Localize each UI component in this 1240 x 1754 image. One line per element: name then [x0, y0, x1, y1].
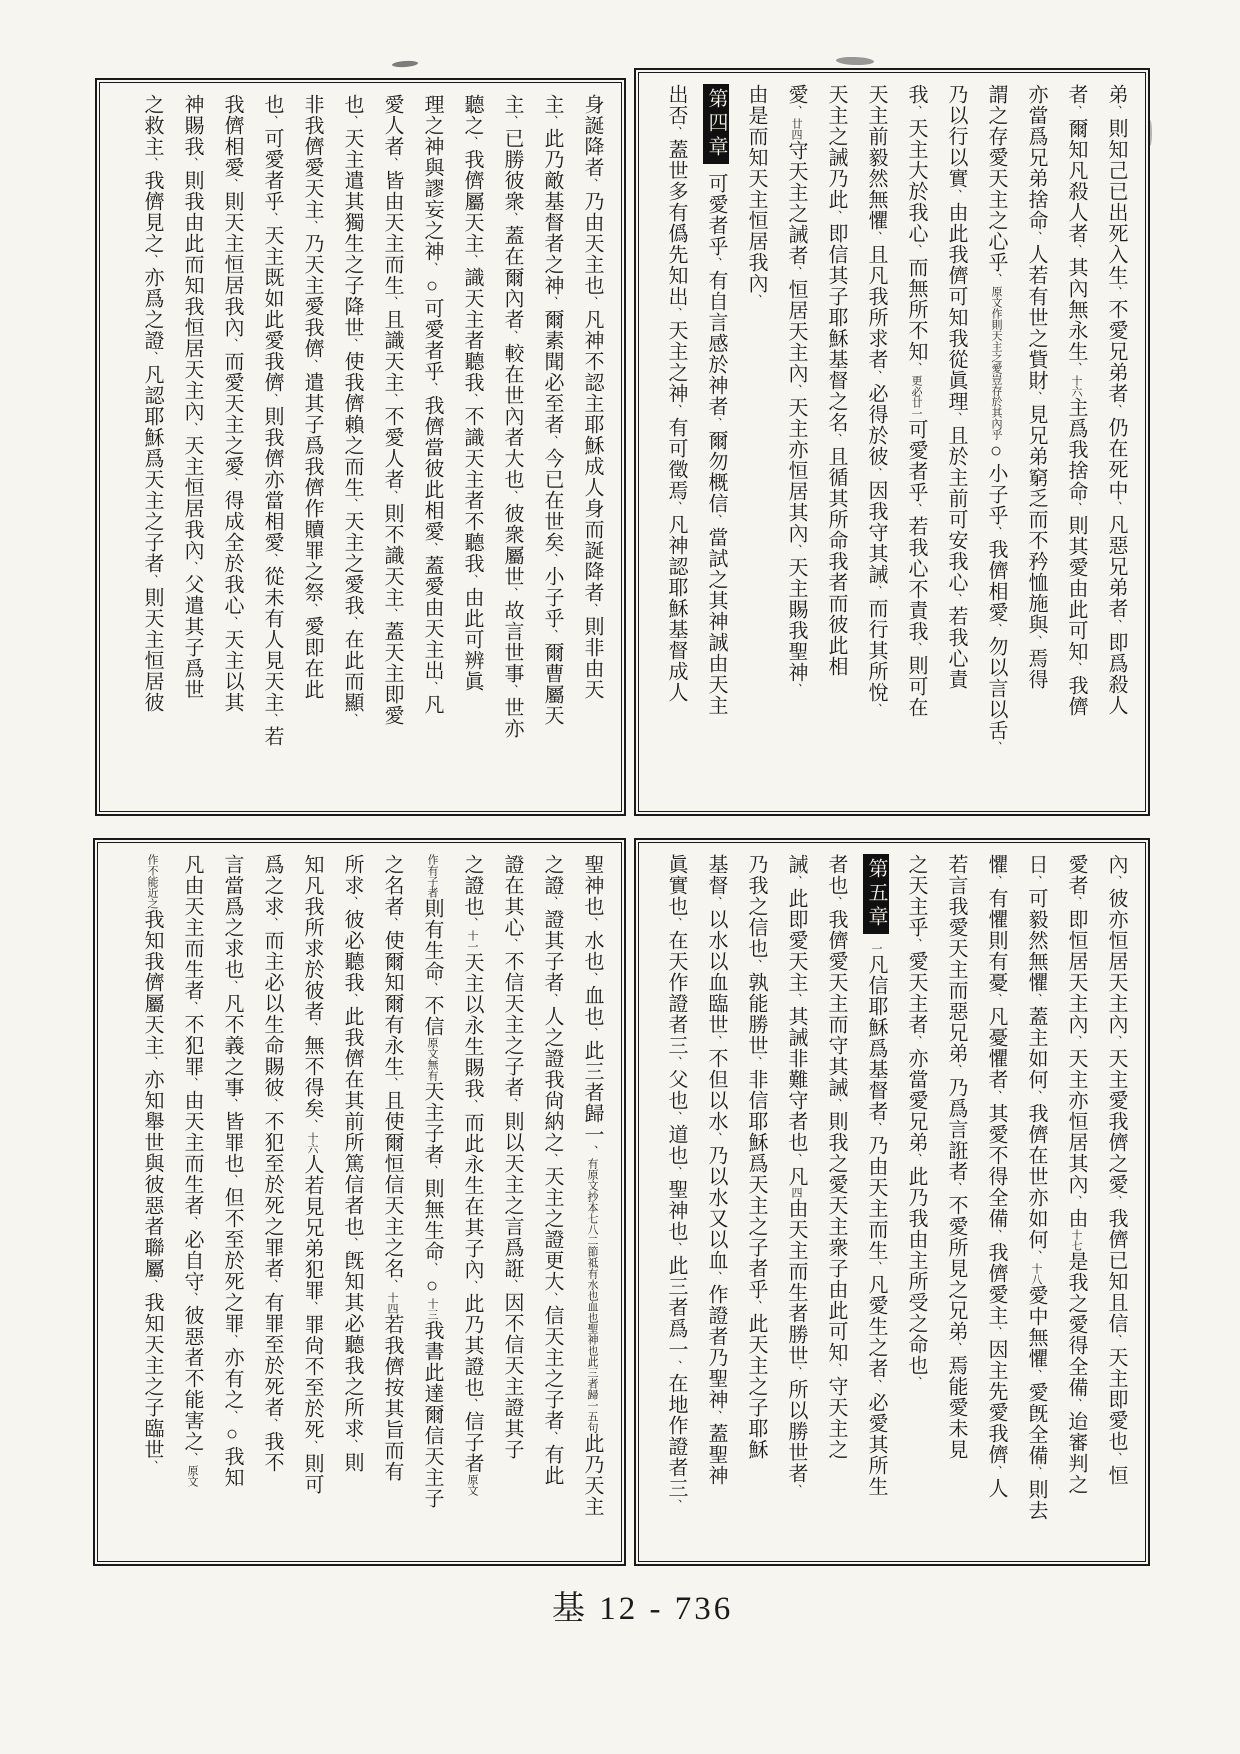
text-run: 愛者、即恒居天主內、天主亦恒居其內、由 [1065, 854, 1087, 1229]
text-run: 非我儕愛天主、乃天主愛我儕、遣其子爲我儕作贖罪之祭、愛即在此 [301, 94, 323, 700]
text-column [1096, 854, 1136, 1550]
text-run: 主、已勝彼衆、蓋在爾內者、較在世內者大也、彼衆屬世、故言世事、世亦 [501, 94, 523, 739]
annotation-small: 四 [790, 1187, 802, 1198]
annotation-small: 十三 [426, 1298, 438, 1320]
text-column [172, 854, 212, 1550]
panel-top-left [95, 78, 626, 816]
annotation-small: 原文作則天主之愛豈存於其內乎 [990, 286, 1002, 440]
text-column [776, 854, 816, 1550]
panel-columns [648, 84, 1136, 800]
annotation-small: 作有子者 [426, 854, 438, 898]
text-column [856, 854, 896, 1550]
annotation-small: 原文 [186, 1465, 198, 1487]
text-run: 神賜我、則我由此而知我恒居天主內、天主恒居我內、父遣其子爲世 [181, 94, 203, 700]
text-column [896, 84, 936, 800]
text-column [372, 854, 412, 1550]
text-run: 之天主乎、愛天主者、亦當愛兄弟、此乃我由主所受之命也、 [905, 854, 927, 1389]
text-run: 之名者、使爾知爾有永生、且使爾恒信天主之名、 [381, 854, 403, 1292]
text-run: 聽之、我儕屬天主、識天主者聽我、不識天主者不聽我、由此可辨眞 [461, 94, 483, 692]
text-run: 可愛者乎、若我心不責我、則可在 [905, 419, 927, 718]
text-column [1016, 854, 1056, 1550]
text-run: 誡、此即愛天主、其誡非難守者也、凡 [785, 854, 807, 1187]
text-run: 亦當爲兄弟捨命、人若有世之貲財、見兄弟窮乏而不矜恤施與、焉得 [1025, 84, 1047, 690]
panel-bottom-right [634, 838, 1150, 1566]
text-run: 爲之求、而主必以生命賜彼、不犯至於死之罪者、有罪至於死者、我不 [261, 854, 283, 1473]
text-run: 弟、則知己已出死入生、不愛兄弟者、仍在死中、凡惡兄弟者、即爲殺人 [1105, 84, 1127, 716]
annotation-small: 十八 [1030, 1263, 1042, 1285]
text-column [212, 854, 252, 1550]
text-run: 愛、 [785, 84, 807, 118]
text-run: 主爲我捨命、則其愛由此可知、我儕 [1065, 397, 1087, 717]
text-column [172, 94, 212, 800]
text-column [696, 84, 736, 800]
text-column [936, 84, 976, 800]
text-column [532, 94, 572, 800]
text-column [656, 854, 696, 1550]
text-column [252, 94, 292, 800]
text-column [252, 854, 292, 1550]
text-run: 出否、蓋世多有僞先知出、天主之神、有可徵焉、凡神認耶穌基督成人 [665, 84, 687, 703]
panel-top-right [634, 68, 1150, 816]
text-column [492, 94, 532, 800]
text-column [1056, 854, 1096, 1550]
text-run: 聖神也、水也、血也、此三者歸一、 [581, 854, 603, 1158]
text-column [776, 84, 816, 800]
annotation-small: 有原文抄本七八二節祗有 [586, 1158, 598, 1279]
text-run: 者也、我儕愛天主而守其誡、則我之愛天主衆子由此可知、守天主之 [825, 854, 847, 1460]
text-run: 者、爾知凡殺人者、其內無永生、 [1065, 84, 1087, 375]
text-run: 此乃天主 [581, 1433, 603, 1517]
text-run: 凡由天主而生者、不犯罪、由天主而生者、必自守、彼惡者不能害之、 [181, 854, 203, 1465]
text-column [572, 94, 612, 800]
chapter-heading: 第四章 [703, 84, 729, 164]
text-column [816, 84, 856, 800]
text-column [452, 94, 492, 800]
panel-bottom-left [93, 838, 626, 1566]
text-run: ○小子乎、我儕相愛、勿以言以舌、 [985, 440, 1007, 754]
text-column [572, 854, 612, 1550]
text-run: 可愛者乎、有自言感於神者、爾勿概信、當試之其神誠由天主 [705, 173, 727, 716]
text-run: 基督、以水以血臨世、不但以水、乃以水又以血、作證者乃聖神、蓋聖神 [705, 854, 727, 1486]
text-run: 言當爲之求也、凡不義之事、皆罪也、但不至於死之罪、亦有之、○我知 [221, 854, 243, 1488]
text-run: 愛人者、皆由天主而生、且識天主、不愛人者、則不識天主、蓋天主即愛 [381, 94, 403, 726]
annotation-small: 作不能近之 [146, 854, 158, 909]
text-run: 主、此乃敵基督者之神、爾素聞必至者、今已在世矣、小子乎、爾曹屬天 [541, 94, 563, 726]
text-run: 之救主、我儕見之、亦爲之證、凡認耶穌爲天主之子者、則天主恒居彼 [141, 94, 163, 713]
text-column [976, 84, 1016, 800]
scan-smudge [392, 60, 418, 68]
chapter-heading: 第五章 [863, 854, 889, 934]
text-column [132, 94, 172, 800]
text-run: 之證、證其子者、人之證我尙納之、天主之證更大、信天主之子者、有此 [541, 854, 563, 1486]
annotation-small: 原文 [466, 1474, 478, 1496]
text-run: 由天主而生者勝世、所以勝世者、 [785, 1198, 807, 1497]
text-column [452, 854, 492, 1550]
text-run: 謂之存愛天主之心乎、 [985, 84, 1007, 286]
annotation-small: 十四 [386, 1292, 398, 1314]
text-run: 也、可愛者乎、天主既如此愛我儕、則我儕亦當相愛、從未有人見天主、若 [261, 94, 283, 747]
text-run: 知凡我所求於彼者、無不得矣、 [301, 854, 323, 1132]
annotation-small: 十一 [466, 930, 478, 952]
text-column [212, 94, 252, 800]
scan-smudge [836, 56, 874, 65]
text-run: 我、天主大於我心、而無所不知、 [905, 84, 927, 375]
text-run: 理之神與謬妄之神、○可愛者乎、我儕當彼此相愛、蓋愛由天主出、凡 [421, 94, 443, 715]
text-run: 愛中無懼、愛旣全備、則去 [1025, 1285, 1047, 1521]
text-run: 所求、彼必聽我、此我儕在其前所篤信者也、旣知其必聽我之所求、則 [341, 854, 363, 1473]
panel-columns [107, 854, 612, 1550]
text-run: 內、彼亦恒居天主內、天主愛我儕之愛、我儕已知且信、天主即愛也、恒 [1105, 854, 1127, 1486]
text-run: 凡信耶穌爲基督者、乃由天主而生、凡愛生之者、必愛其所生 [865, 954, 887, 1497]
text-column [412, 94, 452, 800]
text-column [332, 94, 372, 800]
panel-columns [109, 94, 612, 800]
text-run: 天主前毅然無懼、且凡我所求者、必得於彼、因我守其誡、而行其所悅、 [865, 84, 887, 716]
text-column [736, 84, 776, 800]
text-run: 日、可毅然無懼、蓋主如何、我儕在世亦如何、 [1025, 854, 1047, 1263]
text-run: 之證也、 [461, 854, 483, 930]
text-run: 若我儕按其旨而有 [381, 1314, 403, 1482]
text-run: 證在其心、不信天主之子者、則以天主之言爲誑、因不信天主證其子 [501, 854, 523, 1460]
text-run: 身誕降者、乃由天主也、凡神不認主耶穌成人身而誕降者、則非由天 [581, 94, 603, 700]
text-run: 則有生命、不信 [421, 898, 443, 1037]
text-run: 我知我儕屬天主、亦知舉世與彼惡者聯屬、我知天主之子臨世、 [141, 909, 163, 1473]
text-run: 天主以永生賜我、而此永生在其子內、此乃其證也、信子者 [461, 952, 483, 1474]
annotation-small: 一 [870, 943, 882, 954]
text-run: 懼、有懼則有憂、凡憂懼者、其愛不得全備、我儕愛主、因主先愛我儕、人 [985, 854, 1007, 1499]
annotation-small: 十六 [1070, 375, 1082, 397]
text-run: 我書此達爾信天主子 [421, 1320, 443, 1509]
text-column [372, 94, 412, 800]
text-run: 我儕相愛、則天主恒居我內、而愛天主之愛、得成全於我心、天主以其 [221, 94, 243, 713]
text-column [492, 854, 532, 1550]
text-run: 是我之愛得全備、迨審判之 [1065, 1251, 1087, 1495]
text-column [332, 854, 372, 1550]
annotation-small: 原文無有 [426, 1037, 438, 1081]
text-run: 乃以行以實、由此我儕可知我從眞理、且於主前可安我心、若我心責 [945, 84, 967, 690]
text-column [532, 854, 572, 1550]
text-column [292, 94, 332, 800]
text-column [696, 854, 736, 1550]
text-run: 乃我之信也、孰能勝世、非信耶穌爲天主之子者乎、此天主之子耶穌 [745, 854, 767, 1460]
text-run: 天主之誡乃此、即信其子耶穌基督之名、且循其所命我者而彼此相 [825, 84, 847, 677]
annotation-small: 更必 [910, 375, 922, 397]
text-column [856, 84, 896, 800]
page-number-footer: 基 12 - 736 [552, 1591, 734, 1627]
text-column [976, 854, 1016, 1550]
text-run: 眞實也、在天作證者三、父也、道也、聖神也、此三者爲一、在地作證者三、 [665, 854, 687, 1512]
text-run: 人若見兄弟犯罪、罪尙不至於死、則可 [301, 1154, 323, 1495]
annotation-small: 水也血也聖神也此三者歸一五句 [586, 1279, 598, 1433]
text-column [1016, 84, 1056, 800]
text-column [816, 854, 856, 1550]
text-column [656, 84, 696, 800]
text-run: 天主子者、則無生命、○ [421, 1081, 443, 1298]
text-column [936, 854, 976, 1550]
annotation-small: 廿一 [910, 397, 922, 419]
text-column [736, 854, 776, 1550]
text-column [412, 854, 452, 1550]
text-column [1056, 84, 1096, 800]
text-column [896, 854, 936, 1550]
text-column [132, 854, 172, 1550]
text-run: 由是而知天主恒居我內、 [745, 84, 767, 307]
text-column [292, 854, 332, 1550]
panel-columns [648, 854, 1136, 1550]
text-run: 若言我愛天主而惡兄弟、乃爲言誑者、不愛所見之兄弟、焉能愛未見 [945, 854, 967, 1460]
text-column [1096, 84, 1136, 800]
text-run: 也、天主遣其獨生之子降世、使我儕賴之而生、天主之愛我、在此而顯、 [341, 94, 363, 726]
text-run: 守天主之誡者、恒居天主內、天主亦恒居其內、天主賜我聖神、 [785, 140, 807, 696]
annotation-small: 廿四 [790, 118, 802, 140]
annotation-small: 十七 [1070, 1229, 1082, 1251]
annotation-small: 十六 [306, 1132, 318, 1154]
